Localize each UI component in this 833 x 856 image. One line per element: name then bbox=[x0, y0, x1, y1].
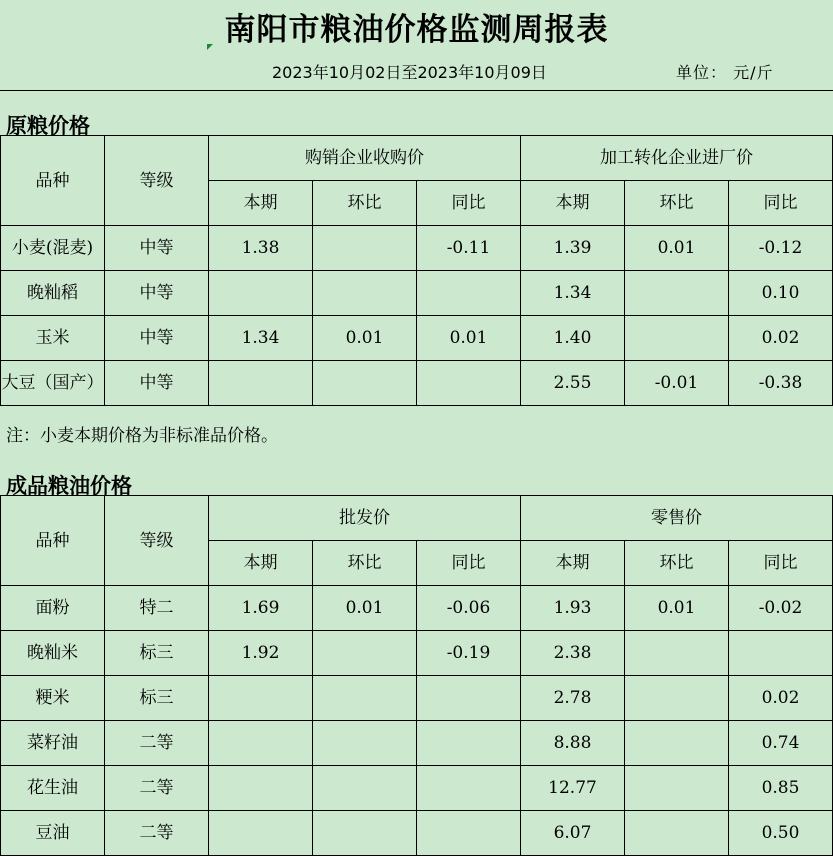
subheader-current: 本期 bbox=[209, 181, 313, 226]
cell-value-mom bbox=[625, 631, 729, 676]
cell-value-mom bbox=[625, 676, 729, 721]
report-title: 南阳市粮油价格监测周报表 bbox=[224, 12, 609, 48]
cell-grade: 二等 bbox=[105, 766, 209, 811]
cell-value-current bbox=[209, 271, 313, 316]
cell-value-mom bbox=[625, 316, 729, 361]
cell-value-mom bbox=[313, 361, 417, 406]
cell-value-current: 1.39 bbox=[521, 226, 625, 271]
cell-value-mom bbox=[313, 631, 417, 676]
cell-value-current: 2.38 bbox=[521, 631, 625, 676]
cell-value-mom: 0.01 bbox=[313, 586, 417, 631]
subheader-mom: 环比 bbox=[625, 181, 729, 226]
cell-value-current: 1.34 bbox=[521, 271, 625, 316]
cell-value-current bbox=[209, 676, 313, 721]
header-retail-price: 零售价 bbox=[521, 496, 833, 541]
cell-value-mom bbox=[313, 811, 417, 856]
cell-value-yoy: -0.38 bbox=[729, 361, 833, 406]
table-row bbox=[1, 811, 833, 856]
cell-value-yoy: 0.02 bbox=[729, 316, 833, 361]
cell-value-yoy bbox=[729, 631, 833, 676]
cell-value-current bbox=[209, 811, 313, 856]
cell-value-yoy: 0.10 bbox=[729, 271, 833, 316]
unit-label: 单位： 元/斤 bbox=[676, 63, 774, 82]
header-variety: 品种 bbox=[1, 136, 105, 226]
subheader-mom: 环比 bbox=[625, 541, 729, 586]
cell-grade: 中等 bbox=[105, 316, 209, 361]
cell-value-mom bbox=[625, 721, 729, 766]
cell-value-yoy: 0.50 bbox=[729, 811, 833, 856]
cell-value-current bbox=[209, 766, 313, 811]
subheader-mom: 环比 bbox=[313, 181, 417, 226]
cell-grade: 二等 bbox=[105, 811, 209, 856]
cell-value-yoy bbox=[417, 676, 521, 721]
table-row bbox=[1, 586, 833, 631]
cell-variety: 花生油 bbox=[1, 766, 105, 811]
section-divider bbox=[0, 90, 833, 91]
cell-value-mom bbox=[313, 721, 417, 766]
cell-value-yoy: -0.12 bbox=[729, 226, 833, 271]
footnote: 注：小麦本期价格为非标准品价格。 bbox=[6, 426, 278, 446]
subheader-yoy: 同比 bbox=[729, 541, 833, 586]
cell-value-current: 1.34 bbox=[209, 316, 313, 361]
cell-value-current: 1.92 bbox=[209, 631, 313, 676]
cell-value-yoy bbox=[417, 361, 521, 406]
table-row bbox=[1, 361, 833, 406]
cell-grade: 中等 bbox=[105, 226, 209, 271]
table-row bbox=[1, 766, 833, 811]
date-range: 2023年10月02日至2023年10月09日 bbox=[272, 63, 547, 82]
cell-value-yoy: -0.19 bbox=[417, 631, 521, 676]
subheader-mom: 环比 bbox=[313, 541, 417, 586]
cell-grade: 中等 bbox=[105, 271, 209, 316]
cell-value-current: 8.88 bbox=[521, 721, 625, 766]
cell-value-yoy: -0.11 bbox=[417, 226, 521, 271]
cell-value-current: 2.78 bbox=[521, 676, 625, 721]
cell-grade: 二等 bbox=[105, 721, 209, 766]
subheader-current: 本期 bbox=[209, 541, 313, 586]
finished-grain-oil-price-table bbox=[0, 495, 833, 856]
header-variety: 品种 bbox=[1, 496, 105, 586]
cell-grade: 中等 bbox=[105, 361, 209, 406]
cell-variety: 大豆（国产） bbox=[1, 361, 105, 406]
cell-value-current bbox=[209, 721, 313, 766]
cell-value-mom: -0.01 bbox=[625, 361, 729, 406]
cell-variety: 玉米 bbox=[1, 316, 105, 361]
cell-variety: 小麦(混麦) bbox=[1, 226, 105, 271]
table-row bbox=[1, 721, 833, 766]
cell-variety: 晚籼米 bbox=[1, 631, 105, 676]
table-row bbox=[1, 676, 833, 721]
subheader-current: 本期 bbox=[521, 181, 625, 226]
cell-value-current: 2.55 bbox=[521, 361, 625, 406]
table-row bbox=[1, 631, 833, 676]
cell-value-mom bbox=[313, 226, 417, 271]
cell-value-current: 1.69 bbox=[209, 586, 313, 631]
cell-value-current: 6.07 bbox=[521, 811, 625, 856]
subheader-current: 本期 bbox=[521, 541, 625, 586]
cell-value-current: 1.40 bbox=[521, 316, 625, 361]
cell-value-mom bbox=[625, 271, 729, 316]
header-grade: 等级 bbox=[105, 136, 209, 226]
cell-value-mom bbox=[625, 811, 729, 856]
subheader-yoy: 同比 bbox=[417, 181, 521, 226]
cell-value-yoy: -0.06 bbox=[417, 586, 521, 631]
cell-variety: 面粉 bbox=[1, 586, 105, 631]
header-grade: 等级 bbox=[105, 496, 209, 586]
cell-value-yoy bbox=[417, 271, 521, 316]
cell-value-current: 1.93 bbox=[521, 586, 625, 631]
cell-value-yoy: 0.01 bbox=[417, 316, 521, 361]
cell-comment-marker bbox=[207, 44, 213, 50]
cell-value-mom bbox=[313, 271, 417, 316]
cell-value-yoy: 0.02 bbox=[729, 676, 833, 721]
cell-value-yoy: -0.02 bbox=[729, 586, 833, 631]
cell-grade: 标三 bbox=[105, 676, 209, 721]
raw-grain-price-table bbox=[0, 135, 833, 406]
cell-value-mom: 0.01 bbox=[313, 316, 417, 361]
subheader-yoy: 同比 bbox=[417, 541, 521, 586]
cell-value-mom bbox=[313, 676, 417, 721]
cell-value-yoy: 0.74 bbox=[729, 721, 833, 766]
header-factory-price: 加工转化企业进厂价 bbox=[521, 136, 833, 181]
cell-value-current bbox=[209, 361, 313, 406]
header-purchase-price: 购销企业收购价 bbox=[209, 136, 521, 181]
cell-value-yoy bbox=[417, 721, 521, 766]
cell-value-yoy bbox=[417, 766, 521, 811]
subheader-yoy: 同比 bbox=[729, 181, 833, 226]
cell-variety: 菜籽油 bbox=[1, 721, 105, 766]
cell-value-yoy bbox=[417, 811, 521, 856]
cell-variety: 豆油 bbox=[1, 811, 105, 856]
cell-value-mom bbox=[313, 766, 417, 811]
header-wholesale-price: 批发价 bbox=[209, 496, 521, 541]
section-title-raw-grain: 原粮价格 bbox=[6, 114, 90, 138]
cell-value-current: 12.77 bbox=[521, 766, 625, 811]
table-row bbox=[1, 226, 833, 271]
cell-grade: 特二 bbox=[105, 586, 209, 631]
cell-variety: 粳米 bbox=[1, 676, 105, 721]
section-title-finished-grain-oil: 成品粮油价格 bbox=[6, 474, 132, 498]
table-row bbox=[1, 271, 833, 316]
cell-variety: 晚籼稻 bbox=[1, 271, 105, 316]
cell-value-mom: 0.01 bbox=[625, 226, 729, 271]
table-row bbox=[1, 316, 833, 361]
cell-value-current: 1.38 bbox=[209, 226, 313, 271]
cell-grade: 标三 bbox=[105, 631, 209, 676]
cell-value-mom: 0.01 bbox=[625, 586, 729, 631]
cell-value-yoy: 0.85 bbox=[729, 766, 833, 811]
cell-value-mom bbox=[625, 766, 729, 811]
